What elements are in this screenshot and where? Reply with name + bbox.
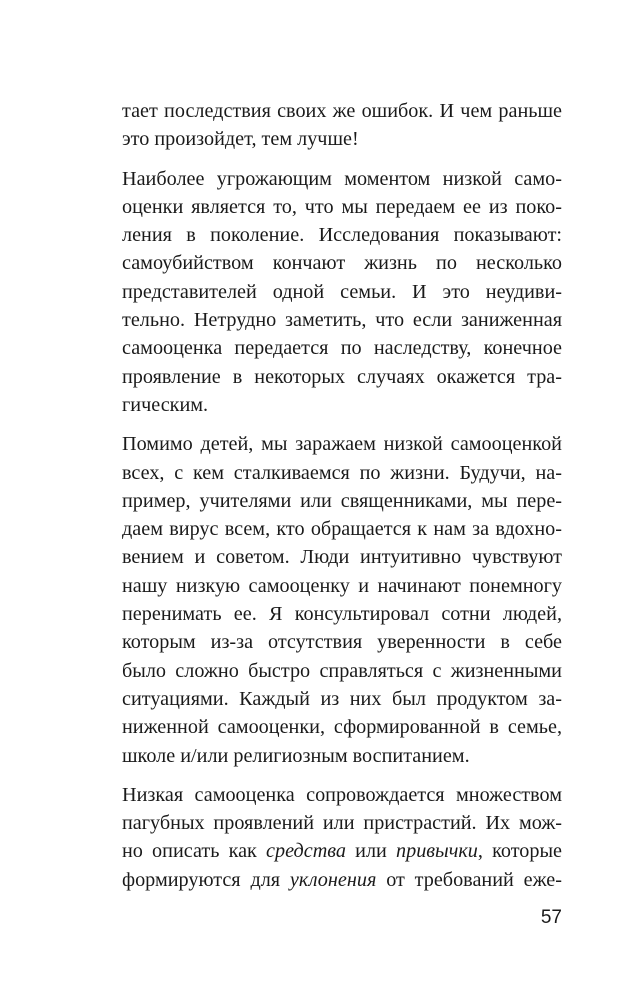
- paragraph: [122, 165, 562, 420]
- text-line: [122, 363, 562, 391]
- text-segment: ситуациями. Каждый из них был продуктом за-: [122, 687, 562, 710]
- text-segment: было сложно быстро справляться с жизненными: [122, 659, 562, 682]
- text-line: [122, 430, 562, 458]
- text-line: [122, 165, 562, 193]
- page-number: 57: [540, 907, 562, 928]
- text-segment: но описать как: [122, 840, 267, 863]
- paragraph: [122, 781, 562, 894]
- text-line: [122, 809, 562, 837]
- text-segment: Низкая самооценка сопровождается множеством: [122, 783, 562, 806]
- text-line: [122, 125, 562, 153]
- text-line: [122, 459, 562, 487]
- text-line: [122, 97, 562, 125]
- body-text: [122, 97, 562, 905]
- text-line: [122, 713, 562, 741]
- text-segment: ниженной самооценки, сформированной в семье,: [122, 716, 562, 739]
- italic-term: уклонения: [289, 868, 377, 891]
- text-line: [122, 600, 562, 628]
- text-line: [122, 487, 562, 515]
- text-line: [122, 837, 562, 865]
- text-segment: нашу низкую самооценку и начинают понемногу: [122, 574, 562, 597]
- text-segment: тает последствия своих же ошибок. И чем раньше: [122, 100, 562, 122]
- text-segment: , которые: [477, 840, 562, 863]
- text-line: [122, 221, 562, 249]
- text-segment: тельно. Нетрудно заметить, что если заниженная: [122, 309, 562, 332]
- text-line: [122, 628, 562, 656]
- text-segment: ления в поколение. Исследования показывают:: [122, 224, 562, 247]
- text-line: [122, 866, 562, 894]
- text-segment: даем вирус всем, кто обращается к нам за вдохно-: [122, 518, 562, 541]
- text-line: [122, 391, 562, 419]
- text-segment: вением и советом. Люди интуитивно чувствуют: [122, 546, 562, 569]
- text-segment: это произойдет, тем лучше!: [122, 128, 359, 151]
- text-line: [122, 193, 562, 221]
- text-segment: школе и/или религиозным воспитанием.: [122, 744, 470, 767]
- text-segment: проявление в некоторых случаях окажется тра-: [122, 365, 562, 388]
- text-line: [122, 572, 562, 600]
- text-segment: которым из-за отсутствия уверенности в себе: [122, 631, 562, 654]
- text-segment: представителей одной семьи. И это неудиви-: [122, 280, 562, 303]
- italic-term: привычки: [396, 840, 478, 863]
- text-segment: Помимо детей, мы заражаем низкой самооценкой: [122, 433, 562, 456]
- text-segment: формируются для: [122, 868, 290, 891]
- text-segment: или: [346, 840, 397, 863]
- text-segment: пагубных проявлений или пристрастий. Их мож-: [122, 812, 562, 835]
- text-line: [122, 657, 562, 685]
- text-segment: Наиболее угрожающим моментом низкой само-: [122, 167, 562, 190]
- text-line: [122, 685, 562, 713]
- text-segment: самооценка передается по наследству, конечное: [122, 337, 562, 360]
- italic-term: средства: [266, 840, 347, 863]
- text-segment: перенимать ее. Я консультировал сотни людей,: [122, 603, 562, 626]
- text-segment: всех, с кем сталкиваемся по жизни. Будучи, на-: [122, 461, 562, 484]
- text-segment: самоубийством кончают жизнь по несколько: [122, 252, 562, 275]
- text-line: [122, 742, 562, 770]
- text-line: [122, 781, 562, 809]
- paragraph: [122, 97, 562, 154]
- text-segment: от требований еже-: [376, 868, 562, 891]
- text-line: [122, 543, 562, 571]
- text-line: [122, 334, 562, 362]
- text-line: [122, 306, 562, 334]
- text-segment: пример, учителями или священниками, мы пере-: [122, 489, 562, 512]
- text-segment: гическим.: [122, 393, 209, 416]
- paragraph: [122, 430, 562, 770]
- text-line: [122, 515, 562, 543]
- text-line: [122, 278, 562, 306]
- text-segment: оценки является то, что мы передаем ее из поко-: [122, 195, 562, 218]
- text-line: [122, 249, 562, 277]
